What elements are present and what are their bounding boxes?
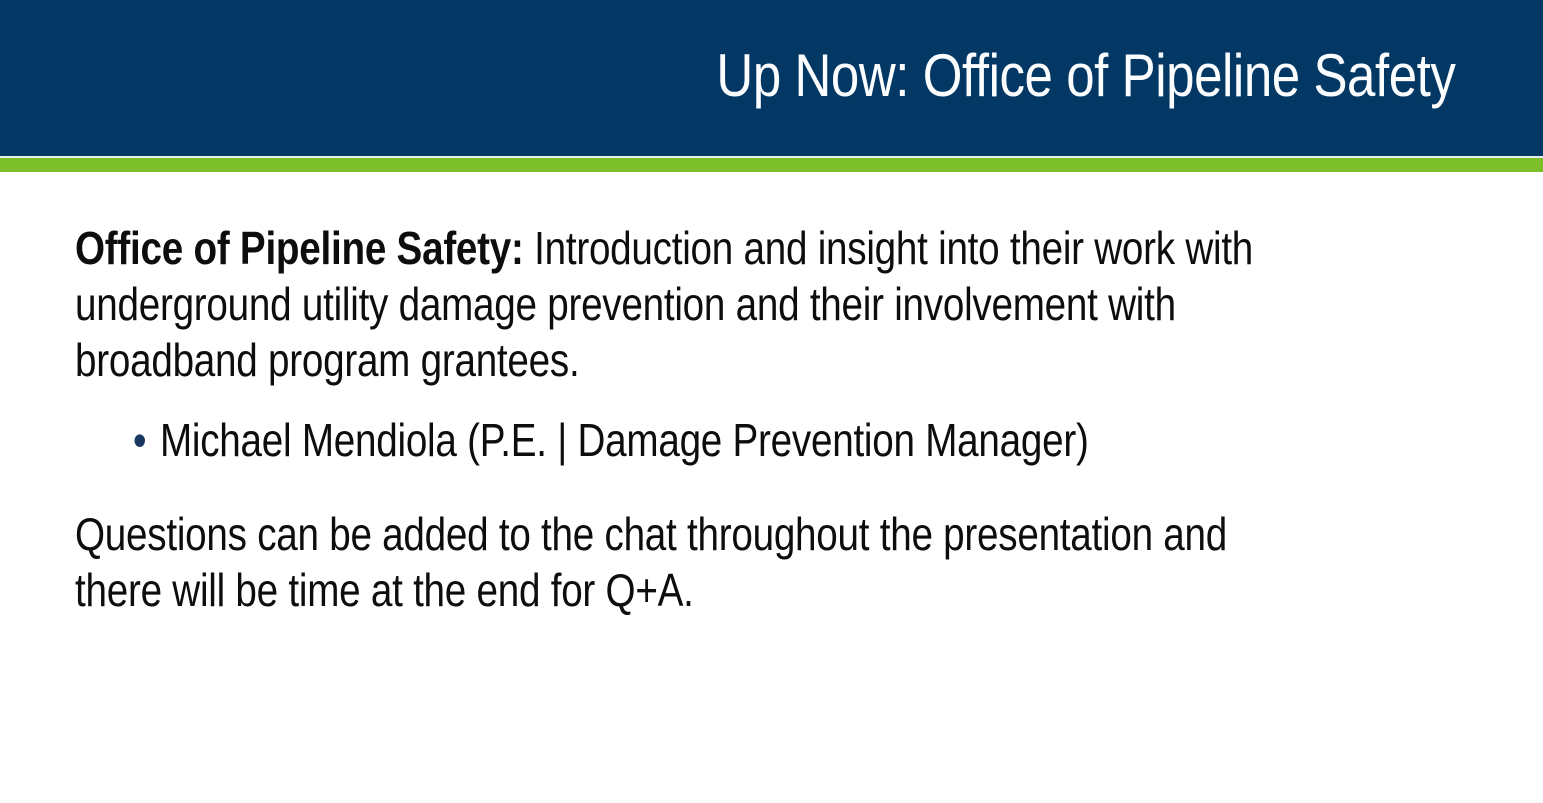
slide-header-bar bbox=[0, 0, 1543, 156]
intro-line-2: underground utility damage prevention and their involvement with bbox=[75, 278, 1176, 330]
questions-paragraph bbox=[75, 506, 1473, 618]
questions-line-2: there will be time at the end for Q+A. bbox=[75, 564, 694, 616]
slide-title: Up Now: Office of Pipeline Safety bbox=[715, 41, 1455, 109]
intro-line-1-rest: Introduction and insight into their work with bbox=[523, 222, 1254, 274]
speaker-bullet-item bbox=[133, 412, 1259, 468]
green-accent-bar bbox=[0, 158, 1543, 172]
speaker-name-text: Michael Mendiola (P.E. | Damage Prevention Manager) bbox=[159, 414, 1089, 466]
intro-bold-lead: Office of Pipeline Safety: bbox=[75, 222, 524, 274]
questions-line-1: Questions can be added to the chat throughout the presentation and bbox=[75, 508, 1228, 560]
slide-body bbox=[0, 172, 1543, 618]
intro-paragraph bbox=[75, 220, 1473, 388]
bullet-dot-icon: • bbox=[133, 414, 147, 466]
intro-line-1 bbox=[75, 220, 1254, 276]
intro-line-3: broadband program grantees. bbox=[75, 334, 580, 386]
